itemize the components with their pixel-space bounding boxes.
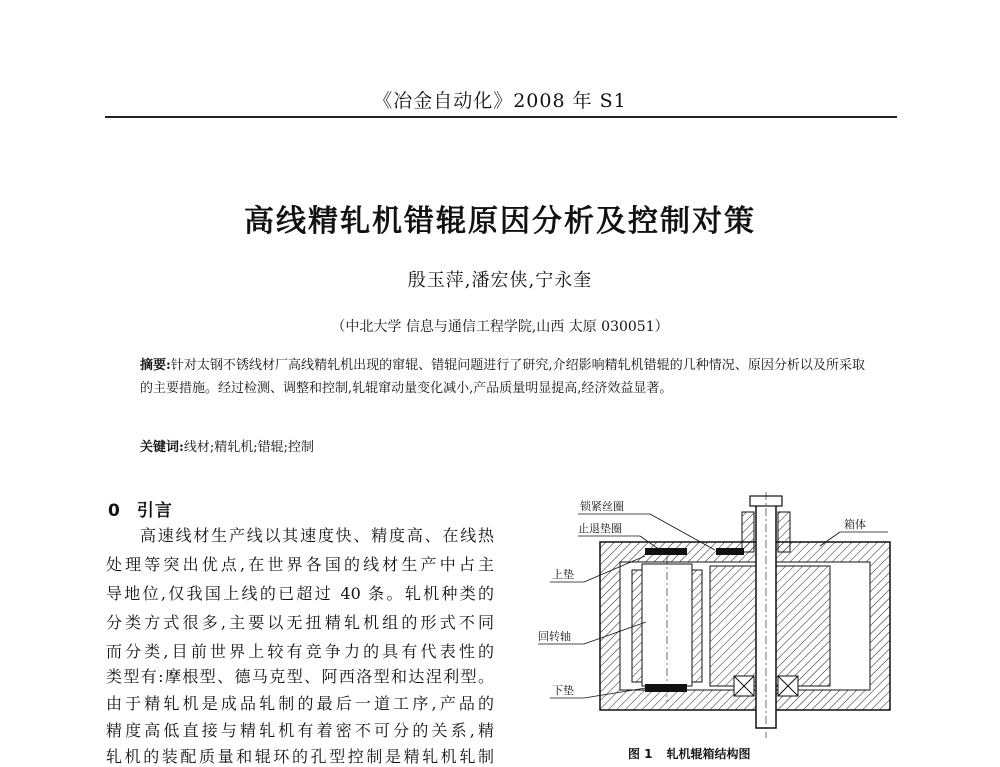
body-line: 处理等突出优点,在世界各国的线材生产中占主 (106, 555, 494, 574)
figure-caption (628, 745, 751, 762)
body-line: 由于精轧机是成品轧制的最后一道工序,产品的 (106, 694, 494, 713)
label-box-body: 箱体 (844, 518, 866, 531)
article-title: 高线精轧机错辊原因分析及控制对策 (244, 204, 756, 239)
keywords-text: 线材;精轧机;错辊;控制 (183, 440, 314, 455)
section-heading (108, 496, 173, 521)
keywords-label: 关键词: (140, 440, 184, 455)
article-authors: 殷玉萍,潘宏侠,宁永奎 (407, 270, 593, 291)
body-line: 高速线材生产线以其速度快、精度高、在线热 (140, 526, 494, 545)
section-title: 引言 (136, 501, 173, 521)
label-rotating-shaft: 回转轴 (538, 630, 571, 643)
label-lower-pad: 下垫 (552, 684, 574, 697)
lock-nut-left (742, 512, 754, 552)
abstract-text: 针对太钢不锈线材厂高线精轧机出现的窜辊、错辊问题进行了研究,介绍影响精轧机错辊的几种情况、原因分析以及所采取的主要措施。经过检测、调整和控制,轧辊窜动量变化减小,产品质量明显提高,经济效益显著。 (140, 358, 865, 396)
label-stop-washer: 止退垫圈 (578, 522, 622, 535)
body-line: 精度高低直接与精轧机有着密不可分的关系,精 (106, 721, 494, 740)
body-line: 分类方式很多,主要以无扭精轧机组的形式不同 (106, 613, 494, 632)
lock-nut-right (778, 512, 790, 552)
figure-caption-text: 轧机辊箱结构图 (666, 747, 751, 761)
roll-box-diagram (520, 492, 900, 742)
body-line: 类型有:摩根型、德马克型、阿西洛型和达涅利型。 (106, 667, 494, 686)
keywords (140, 436, 865, 459)
lower-pad (645, 684, 687, 692)
body-line: 而分类,目前世界上较有竞争力的具有代表性的 (106, 642, 494, 661)
body-line: 轧机的装配质量和辊环的孔型控制是精轧机轧制 (106, 747, 494, 766)
bearing-right (778, 676, 798, 696)
journal-header: 《冶金自动化》2008 年 S1 (373, 90, 627, 112)
upper-washer-right (716, 548, 744, 555)
upper-washer-left (645, 548, 687, 555)
section-number: 0 (108, 501, 121, 521)
label-upper-pad: 上垫 (552, 568, 574, 581)
article-affiliation: （中北大学 信息与通信工程学院,山西 太原 030051） (331, 319, 669, 335)
figure-number: 图 1 (628, 747, 653, 761)
label-lock-ring: 锁紧丝圈 (580, 500, 624, 513)
abstract (140, 354, 865, 400)
bearing-left (734, 676, 754, 696)
header-rule (105, 116, 897, 118)
body-line: 导地位,仅我国上线的已超过 40 条。轧机种类的 (106, 584, 494, 603)
abstract-label: 摘要: (140, 358, 171, 373)
